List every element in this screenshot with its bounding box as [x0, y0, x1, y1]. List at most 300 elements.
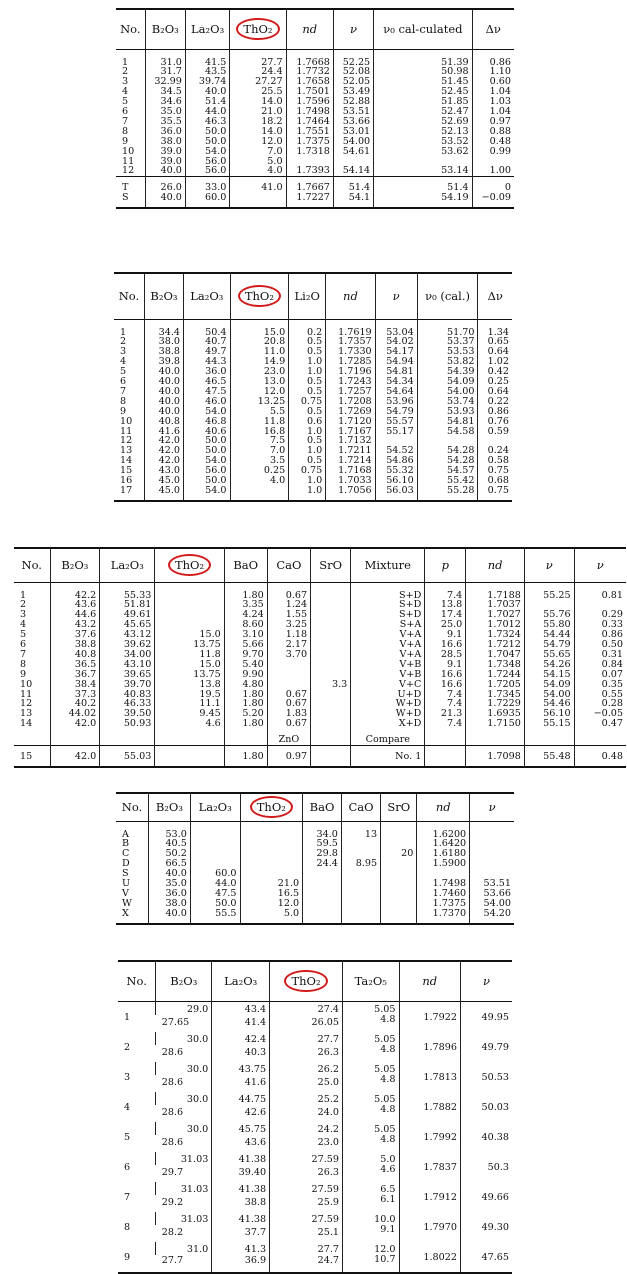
table-cell: 28.6 — [161, 1107, 184, 1118]
highlight-circle: ThO₂ — [284, 970, 327, 992]
table-cell: 17 — [120, 485, 133, 496]
table-cell: 1.6180 — [417, 849, 470, 859]
table-cell: 50.0 — [184, 446, 231, 456]
table-cell — [224, 729, 267, 745]
table-cell: T — [122, 182, 129, 194]
table-cell: 6 — [20, 639, 27, 651]
column-header-label: B₂O₃ — [170, 974, 198, 989]
table-cell: X+D — [351, 719, 425, 729]
table-cell: 51.85 — [374, 97, 472, 107]
table-cell — [574, 729, 626, 745]
table-cell: 7.5 — [230, 436, 289, 446]
table-cell: 54.81 — [417, 417, 478, 427]
table-cell: 54.0 — [184, 407, 231, 417]
table-cell: 0.48 — [574, 746, 626, 767]
column-header-label: No. — [21, 558, 42, 573]
column-header-label: Ta₂O₅ — [354, 974, 387, 989]
table-cell: 7 — [124, 1192, 131, 1203]
table-cell: 39.8 — [144, 357, 183, 367]
table-cell: 54.00 — [524, 690, 574, 700]
table-cell: 2 — [124, 1042, 131, 1053]
table-cell: 47.5 — [190, 889, 240, 899]
table-row — [14, 600, 626, 610]
table-cell: 54.0 — [185, 147, 230, 157]
table-cell: 0.99 — [472, 147, 514, 157]
table-cell: 1.7132 — [326, 436, 375, 446]
table-cell: 3.35 — [224, 600, 267, 610]
column-header-label: B₂O₃ — [150, 289, 178, 304]
table-cell — [240, 859, 303, 869]
table-cell: 1.8022 — [399, 1242, 460, 1273]
table-cell: 51.81 — [100, 600, 155, 610]
table-cell: 43.12 — [100, 630, 155, 640]
table-cell: 1.7212 — [466, 640, 525, 650]
table-cell: 0.67 — [267, 699, 310, 709]
table-cell: 6.5 — [343, 1182, 400, 1195]
table-cell: 5.05 — [343, 1122, 400, 1135]
column-header — [425, 548, 466, 582]
table-cell: 1.6935 — [466, 709, 525, 719]
table-cell: 42.6 — [212, 1105, 270, 1122]
table-1 — [116, 8, 514, 209]
table-cell — [311, 729, 351, 745]
table-cell — [425, 729, 466, 745]
table-cell: 42.0 — [50, 719, 100, 729]
table-cell: 39.0 — [145, 147, 185, 157]
table-cell: 27.7 — [230, 49, 286, 67]
table-cell: V+C — [351, 680, 425, 690]
table-cell: 1.7168 — [326, 466, 375, 476]
table-cell — [155, 746, 224, 767]
table-cell: 13.75 — [155, 640, 224, 650]
table-cell: 29.0 — [156, 1001, 212, 1015]
table-cell: 1.18 — [267, 630, 310, 640]
table-cell: 53.14 — [374, 166, 472, 176]
table-cell: 1.02 — [478, 357, 512, 367]
table-cell: 38.4 — [50, 680, 100, 690]
table-cell — [311, 660, 351, 670]
table-cell: 42.0 — [50, 746, 100, 767]
table-cell: 40.7 — [184, 337, 231, 347]
table-cell: 1.7214 — [326, 456, 375, 466]
table-cell: 1.7205 — [466, 680, 525, 690]
table-cell: 54.0 — [184, 486, 231, 501]
table-cell: 33.0 — [185, 177, 230, 193]
table-cell: 27.27 — [230, 77, 286, 87]
table-cell: 4 — [122, 86, 129, 98]
table-cell: 0.65 — [478, 337, 512, 347]
table-cell: 26.0 — [145, 177, 185, 193]
table-cell: 40.0 — [149, 909, 191, 924]
table-cell — [466, 729, 525, 745]
table-cell: 14.9 — [230, 357, 289, 367]
table-row — [118, 1032, 512, 1045]
table-cell — [381, 821, 417, 839]
table-cell: 11 — [122, 155, 135, 167]
table-cell: 31.7 — [145, 67, 185, 77]
table-cell: 53.96 — [375, 397, 417, 407]
table-cell — [303, 889, 342, 899]
table-cell: 21.3 — [425, 709, 466, 719]
table-cell: 38.0 — [144, 337, 183, 347]
table-cell: 26.05 — [270, 1015, 343, 1032]
table-cell: 54.34 — [375, 377, 417, 387]
table-cell: −0.09 — [472, 193, 514, 208]
table-cell: 1.7348 — [466, 660, 525, 670]
table-cell: 34.5 — [145, 87, 185, 97]
table-row — [14, 719, 626, 729]
table-cell: 1.7813 — [399, 1062, 460, 1092]
column-header — [212, 961, 270, 1001]
table-row — [118, 1001, 512, 1015]
column-header — [149, 793, 191, 821]
table-cell: 43.5 — [185, 67, 230, 77]
table-cell: 41.0 — [230, 177, 286, 193]
table-cell: 25.0 — [425, 620, 466, 630]
table-cell: 3 — [124, 1072, 131, 1083]
table-cell: 1.7732 — [286, 67, 333, 77]
table-cell: 59.5 — [303, 839, 342, 849]
table-cell: 15 — [120, 465, 133, 477]
table-cell: 27.7 — [161, 1255, 184, 1266]
table-cell: 28.2 — [161, 1227, 184, 1238]
table-cell: 0.5 — [289, 377, 326, 387]
table-cell: 31.03 — [156, 1182, 212, 1195]
table-cell: 1.6200 — [417, 821, 470, 839]
table-cell: 1.7498 — [286, 107, 333, 117]
table-cell: 26.3 — [270, 1165, 343, 1182]
column-header-label: SrO — [387, 800, 411, 815]
table-subheader — [14, 729, 626, 745]
table-cell: 21.0 — [240, 879, 303, 889]
table-cell: 16.8 — [230, 427, 289, 437]
table-cell: 1.7393 — [286, 166, 333, 176]
table-cell: 56.0 — [184, 466, 231, 476]
table-cell — [470, 821, 514, 839]
table-cell: 56.10 — [524, 709, 574, 719]
table-cell: 5.05 — [343, 1062, 400, 1075]
table-cell: 40.0 — [185, 87, 230, 97]
table-cell: 52.88 — [333, 97, 373, 107]
table-cell: 54.00 — [417, 387, 478, 397]
table-cell: 51.70 — [417, 319, 478, 337]
table-cell — [311, 719, 351, 729]
table-4 — [116, 792, 514, 925]
table-cell: 1.80 — [224, 582, 267, 600]
table-cell: C — [122, 848, 130, 860]
table-cell: 1.7375 — [286, 137, 333, 147]
table-cell: 31.03 — [156, 1152, 212, 1165]
table-cell: 0.68 — [478, 476, 512, 486]
table-cell: 0.88 — [472, 127, 514, 137]
table-cell: 54.09 — [524, 680, 574, 690]
table-cell: 16.6 — [425, 670, 466, 680]
table-cell: 54.79 — [375, 407, 417, 417]
column-header — [224, 548, 267, 582]
table-cell: 4.24 — [224, 610, 267, 620]
table-cell: 3 — [122, 76, 129, 88]
table-cell: 50.0 — [184, 436, 231, 446]
table-cell: 43.6 — [212, 1135, 270, 1152]
column-header-label: No. — [118, 289, 140, 304]
table-cell: 24.4 — [230, 67, 286, 77]
table-cell: 1.7243 — [326, 377, 375, 387]
column-header-label: CaO — [276, 558, 302, 573]
table-cell: 1.0 — [289, 427, 326, 437]
table-cell: 38.8 — [212, 1195, 270, 1212]
table-cell: 24.0 — [270, 1105, 343, 1122]
table-cell — [311, 699, 351, 709]
column-header — [466, 548, 525, 582]
table-cell: 28.5 — [425, 650, 466, 660]
header-row — [14, 548, 626, 582]
table-cell: 53.51 — [333, 107, 373, 117]
table-cell — [341, 889, 380, 899]
table-cell: 1 — [120, 326, 127, 338]
table-cell: V+B — [351, 670, 425, 680]
table-cell: 40.0 — [149, 869, 191, 879]
table-cell: 14.0 — [230, 97, 286, 107]
table-cell: V+A — [351, 630, 425, 640]
table-cell: 1.0 — [289, 486, 326, 501]
table-cell — [240, 849, 303, 859]
table-cell: 27.4 — [270, 1001, 343, 1015]
table-cell: 36.0 — [184, 367, 231, 377]
table-cell: 12.0 — [230, 387, 289, 397]
table-cell: 54.28 — [417, 446, 478, 456]
table-cell: 27.7 — [270, 1032, 343, 1045]
table-cell — [470, 839, 514, 849]
table-row — [14, 709, 626, 719]
table-cell: 14 — [20, 718, 33, 730]
table-cell: 5.20 — [224, 709, 267, 719]
column-header-label: La₂O₃ — [190, 289, 224, 304]
table-cell: 56.03 — [375, 486, 417, 501]
table-cell: 50.3 — [460, 1152, 512, 1182]
table-cell: 1.7196 — [326, 367, 375, 377]
table-cell: 18.2 — [230, 117, 286, 127]
table-cell: 5.0 — [230, 157, 286, 167]
table-cell: 11 — [120, 425, 133, 437]
column-header — [460, 961, 512, 1001]
table-cell — [381, 899, 417, 909]
table-cell: 40.0 — [144, 377, 183, 387]
table-cell — [311, 746, 351, 767]
table-cell: 1.7098 — [466, 746, 525, 767]
table-row — [116, 821, 514, 839]
table-cell: 41.38 — [212, 1212, 270, 1225]
table-cell: 1.7912 — [399, 1182, 460, 1212]
table-cell: 54.94 — [375, 357, 417, 367]
table-cell — [311, 650, 351, 660]
table-row — [118, 1182, 512, 1195]
table-cell — [381, 889, 417, 899]
table-cell: 1.00 — [472, 166, 514, 176]
table-cell: 30.0 — [156, 1032, 212, 1045]
table-cell — [524, 729, 574, 745]
table-cell: 0.25 — [230, 466, 289, 476]
table-cell: 0.64 — [478, 347, 512, 357]
column-header-label: ν — [350, 22, 358, 37]
table-cell: ZnO — [267, 729, 310, 745]
column-header — [472, 9, 514, 49]
table-cell: 46.8 — [184, 417, 231, 427]
table-row — [116, 166, 514, 176]
table-cell: 9 — [120, 405, 127, 417]
table-cell: 27.59 — [270, 1152, 343, 1165]
table-cell: S+D — [351, 610, 425, 620]
table-cell: 1.7227 — [286, 193, 333, 208]
table-cell: 6 — [120, 376, 127, 388]
table-cell: 54.17 — [375, 347, 417, 357]
table-cell: 27.7 — [270, 1242, 343, 1255]
table-cell: 1.7211 — [326, 446, 375, 456]
table-cell: 36.0 — [149, 889, 191, 899]
table-cell: 25.2 — [270, 1092, 343, 1105]
table-cell: 1.80 — [224, 690, 267, 700]
table-cell: 4.8 — [343, 1075, 400, 1092]
table-cell: 0.86 — [574, 630, 626, 640]
table-cell: 0.67 — [267, 690, 310, 700]
table-cell: 55.48 — [524, 746, 574, 767]
table-cell: 1.7047 — [466, 650, 525, 660]
table-cell: 1.7012 — [466, 620, 525, 630]
table-cell — [100, 729, 155, 745]
table-cell: 55.80 — [524, 620, 574, 630]
table-cell: 50.4 — [184, 319, 231, 337]
table-cell: 7.4 — [425, 690, 466, 700]
table-cell: 5 — [122, 96, 129, 108]
table-cell: 5.0 — [240, 909, 303, 924]
table-row — [118, 1212, 512, 1225]
column-header — [156, 961, 212, 1001]
column-header-label: Mixture — [364, 558, 411, 573]
table-cell: 53.04 — [375, 319, 417, 337]
table-cell: 55.15 — [524, 719, 574, 729]
table-cell: 42.0 — [144, 446, 183, 456]
table-cell: 41.6 — [212, 1075, 270, 1092]
table-cell: 1.0 — [289, 476, 326, 486]
table-cell: V — [122, 887, 129, 899]
table-cell: 28.6 — [161, 1047, 184, 1058]
table-cell: 7 — [122, 115, 129, 127]
table-cell: 1.7208 — [326, 397, 375, 407]
table-cell: 50.0 — [184, 476, 231, 486]
table-cell: 54.79 — [524, 640, 574, 650]
table-cell: 25.0 — [270, 1075, 343, 1092]
table-cell: 55.57 — [375, 417, 417, 427]
table-cell: 1.7658 — [286, 77, 333, 87]
column-header — [145, 9, 185, 49]
table-cell: 26.2 — [270, 1062, 343, 1075]
table-cell: 0.6 — [289, 417, 326, 427]
column-header — [326, 273, 375, 319]
column-header — [417, 793, 470, 821]
table-cell: 51.45 — [374, 77, 472, 87]
table-5 — [118, 960, 512, 1274]
table-row — [114, 319, 512, 337]
column-header — [100, 548, 155, 582]
table-cell: 9.70 — [224, 650, 267, 660]
table-cell: −0.05 — [574, 709, 626, 719]
table-cell: 0.59 — [478, 427, 512, 437]
table-cell: 0.5 — [289, 387, 326, 397]
column-header-label: ν — [482, 974, 490, 989]
column-header — [50, 548, 100, 582]
column-header — [343, 961, 400, 1001]
table-cell: 5.05 — [343, 1001, 400, 1015]
table-cell: 17.4 — [425, 610, 466, 620]
table-cell: 40.0 — [145, 193, 185, 208]
table-cell: 34.00 — [100, 650, 155, 660]
table-cell: 56.0 — [185, 166, 230, 176]
table-cell: 7.4 — [425, 699, 466, 709]
table-row — [118, 1152, 512, 1165]
table-cell: W+D — [351, 709, 425, 719]
table-cell — [155, 582, 224, 600]
table-cell: 29.2 — [161, 1197, 184, 1208]
table-cell: 16 — [120, 475, 133, 487]
table-cell: 55.76 — [524, 610, 574, 620]
table-cell: 42.4 — [212, 1032, 270, 1045]
table-cell: 35.0 — [149, 879, 191, 889]
table-cell: 27.65 — [161, 1017, 190, 1028]
table-cell: 13 — [20, 708, 33, 720]
table-cell: S+D — [351, 582, 425, 600]
table-cell: 54.20 — [470, 909, 514, 924]
table-cell: 49.66 — [460, 1182, 512, 1212]
table-cell: 46.3 — [185, 117, 230, 127]
table-cell: 36.0 — [145, 127, 185, 137]
table-cell — [240, 839, 303, 849]
table-cell: 54.1 — [333, 193, 373, 208]
table-cell: 6.1 — [343, 1195, 400, 1212]
table-cell: 1.7551 — [286, 127, 333, 137]
table-cell: 30.0 — [156, 1122, 212, 1135]
table-cell: 1.80 — [224, 746, 267, 767]
table-cell — [50, 729, 100, 745]
header-row — [118, 961, 512, 1001]
column-header — [351, 548, 425, 582]
table-cell: 4.8 — [343, 1015, 400, 1032]
table-cell: 15.0 — [230, 319, 289, 337]
table-cell: 0.67 — [267, 719, 310, 729]
table-cell — [341, 899, 380, 909]
table-cell: 38.8 — [50, 640, 100, 650]
table-cell: 55.5 — [190, 909, 240, 924]
table-cell — [381, 859, 417, 869]
table-cell: 4.8 — [343, 1045, 400, 1062]
table-cell: 29.7 — [161, 1167, 184, 1178]
table-cell: 54.44 — [524, 630, 574, 640]
table-cell: 40.3 — [212, 1045, 270, 1062]
table-cell: 28.6 — [161, 1137, 184, 1148]
table-cell: 49.95 — [460, 1001, 512, 1032]
column-header-label: ν₀ cal-culated — [383, 22, 463, 37]
table-cell: 44.0 — [190, 879, 240, 889]
column-header — [230, 9, 286, 49]
table-cell: 56.0 — [185, 157, 230, 167]
table-cell: 3.70 — [267, 650, 310, 660]
table-cell: 1.7375 — [417, 899, 470, 909]
table-cell: 0.97 — [267, 746, 310, 767]
table-cell: 53.62 — [374, 147, 472, 157]
column-header-label: La₂O₃ — [198, 800, 232, 815]
table-cell: 40.83 — [100, 690, 155, 700]
highlight-circle: ThO₂ — [168, 554, 211, 576]
table-cell: 50.0 — [190, 899, 240, 909]
table-cell: 4.6 — [155, 719, 224, 729]
